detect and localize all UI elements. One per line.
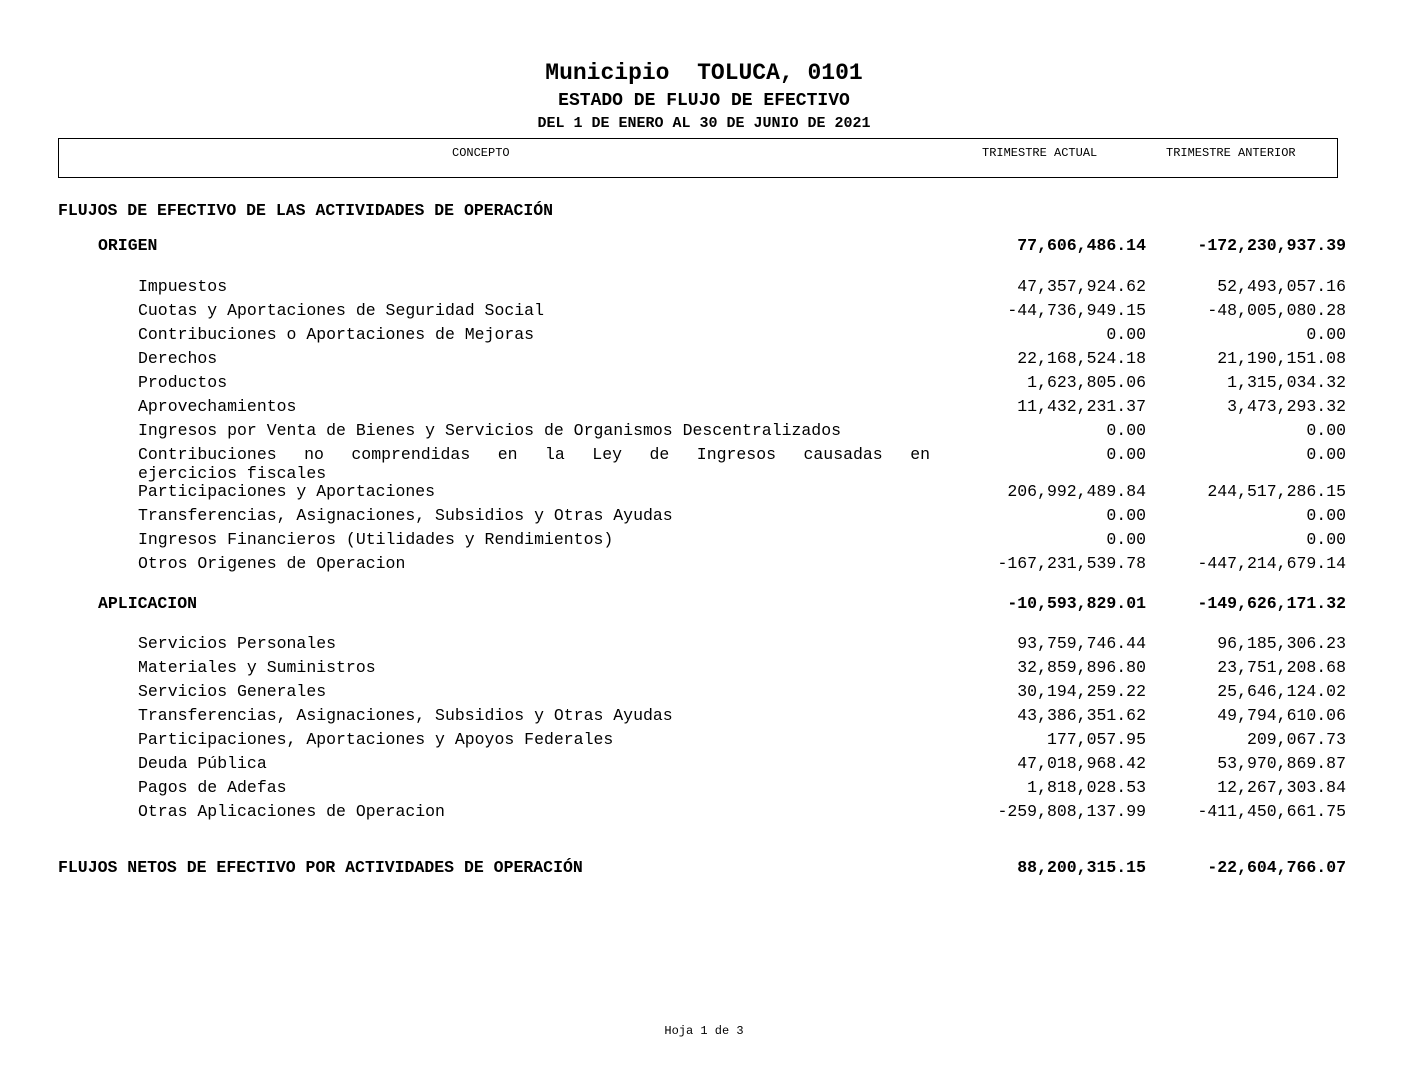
row-anterior: 25,646,124.02 [1217, 682, 1346, 701]
row-actual: 206,992,489.84 [1007, 482, 1146, 501]
row-actual: 47,357,924.62 [1017, 277, 1146, 296]
row-label: Deuda Pública [138, 754, 267, 773]
row-anterior: 209,067.73 [1246, 730, 1346, 749]
row-actual: 0.00 [1106, 530, 1146, 549]
column-header-concepto: CONCEPTO [452, 146, 510, 160]
row-label: Otras Aplicaciones de Operacion [138, 802, 445, 821]
row-actual: 1,818,028.53 [1027, 778, 1146, 797]
row-label: Ingresos por Venta de Bienes y Servicios de Organismos Descentralizados [138, 421, 842, 440]
net-flow-actual: 88,200,315.15 [1017, 858, 1146, 877]
row-actual: 177,057.95 [1046, 730, 1146, 749]
report-period: DEL 1 DE ENERO AL 30 DE JUNIO DE 2021 [537, 115, 871, 132]
row-anterior: 23,751,208.68 [1217, 658, 1346, 677]
section-title: FLUJOS DE EFECTIVO DE LAS ACTIVIDADES DE OPERACIÓN [58, 201, 554, 220]
origen-actual: 77,606,486.14 [1017, 236, 1146, 255]
row-label: Contribuciones o Aportaciones de Mejoras [138, 325, 535, 344]
row-actual: 43,386,351.62 [1017, 706, 1146, 725]
row-label: Transferencias, Asignaciones, Subsidios y Otras Ayudas [138, 506, 673, 525]
row-label: Productos [138, 373, 228, 392]
row-anterior: 0.00 [1306, 421, 1346, 440]
row-anterior: 3,473,293.32 [1227, 397, 1346, 416]
row-actual: -44,736,949.15 [1007, 301, 1146, 320]
page-number: Hoja 1 de 3 [664, 1024, 744, 1038]
row-label: Materiales y Suministros [138, 658, 376, 677]
row-label: Derechos [138, 349, 218, 368]
row-label-line2: ejercicios fiscales [138, 464, 327, 483]
row-label: Ingresos Financieros (Utilidades y Rendimientos) [138, 530, 614, 549]
row-actual: 93,759,746.44 [1017, 634, 1146, 653]
row-label: Cuotas y Aportaciones de Seguridad Social [138, 301, 544, 320]
row-label: Servicios Personales [138, 634, 337, 653]
table-row [0, 705, 1408, 727]
net-flow-row [0, 857, 1408, 879]
row-actual: 0.00 [1106, 506, 1146, 525]
aplicacion-anterior: -149,626,171.32 [1197, 594, 1346, 613]
net-flow-label: FLUJOS NETOS DE EFECTIVO POR ACTIVIDADES DE OPERACIÓN [58, 858, 583, 877]
aplicacion-actual: -10,593,829.01 [1007, 594, 1146, 613]
table-row [0, 553, 1408, 575]
row-actual: -167,231,539.78 [997, 554, 1146, 573]
row-anterior: 53,970,869.87 [1217, 754, 1346, 773]
row-label: Participaciones y Aportaciones [138, 482, 436, 501]
column-header-box [58, 138, 1338, 178]
table-row [0, 300, 1408, 322]
row-anterior: 0.00 [1306, 506, 1346, 525]
table-row [0, 729, 1408, 751]
table-row [0, 444, 1408, 484]
page-title: Municipio TOLUCA, 0101 [545, 60, 863, 86]
row-actual: 0.00 [1106, 325, 1146, 344]
table-row [0, 777, 1408, 799]
row-anterior: 1,315,034.32 [1227, 373, 1346, 392]
row-actual: 1,623,805.06 [1027, 373, 1146, 392]
row-anterior: 0.00 [1306, 325, 1346, 344]
report-subtitle: ESTADO DE FLUJO DE EFECTIVO [558, 91, 850, 111]
row-actual: 22,168,524.18 [1017, 349, 1146, 368]
row-actual: 0.00 [1106, 421, 1146, 440]
row-anterior: -447,214,679.14 [1197, 554, 1346, 573]
row-anterior: 49,794,610.06 [1217, 706, 1346, 725]
row-anterior: -48,005,080.28 [1207, 301, 1346, 320]
column-header-trimestre-anterior: TRIMESTRE ANTERIOR [1166, 146, 1296, 160]
row-actual: 30,194,259.22 [1017, 682, 1146, 701]
row-anterior: 0.00 [1306, 530, 1346, 549]
row-label: Pagos de Adefas [138, 778, 287, 797]
row-anterior: -411,450,661.75 [1197, 802, 1346, 821]
row-actual: 47,018,968.42 [1017, 754, 1146, 773]
aplicacion-label: APLICACION [98, 594, 198, 613]
table-row [0, 481, 1408, 503]
row-anterior: 21,190,151.08 [1217, 349, 1346, 368]
table-row [0, 396, 1408, 418]
table-row [0, 505, 1408, 527]
row-anterior: 0.00 [1306, 445, 1346, 464]
table-row [0, 324, 1408, 346]
aplicacion-row [0, 593, 1408, 615]
row-anterior: 12,267,303.84 [1217, 778, 1346, 797]
origen-anterior: -172,230,937.39 [1197, 236, 1346, 255]
row-actual: 0.00 [1106, 445, 1146, 464]
section-title-row [0, 200, 1408, 222]
row-actual: -259,808,137.99 [997, 802, 1146, 821]
row-label: Otros Origenes de Operacion [138, 554, 406, 573]
row-label: Transferencias, Asignaciones, Subsidios y Otras Ayudas [138, 706, 673, 725]
origen-row [0, 235, 1408, 257]
table-row [0, 633, 1408, 655]
row-label: Impuestos [138, 277, 228, 296]
net-flow-anterior: -22,604,766.07 [1207, 858, 1346, 877]
table-row [0, 529, 1408, 551]
row-anterior: 244,517,286.15 [1207, 482, 1346, 501]
table-row [0, 420, 1408, 442]
table-row [0, 753, 1408, 775]
table-row [0, 657, 1408, 679]
row-anterior: 52,493,057.16 [1217, 277, 1346, 296]
row-label: Participaciones, Aportaciones y Apoyos Federales [138, 730, 614, 749]
row-actual: 11,432,231.37 [1017, 397, 1146, 416]
column-header-trimestre-actual: TRIMESTRE ACTUAL [982, 146, 1098, 160]
table-row [0, 276, 1408, 298]
row-label: Servicios Generales [138, 682, 327, 701]
table-row [0, 801, 1408, 823]
table-row [0, 372, 1408, 394]
row-actual: 32,859,896.80 [1017, 658, 1146, 677]
table-row [0, 348, 1408, 370]
row-label: Aprovechamientos [138, 397, 297, 416]
table-row [0, 681, 1408, 703]
row-label-line1: Contribuciones no comprendidas en la Ley de Ingresos causadas en [138, 445, 930, 464]
row-anterior: 96,185,306.23 [1217, 634, 1346, 653]
origen-label: ORIGEN [98, 236, 158, 255]
